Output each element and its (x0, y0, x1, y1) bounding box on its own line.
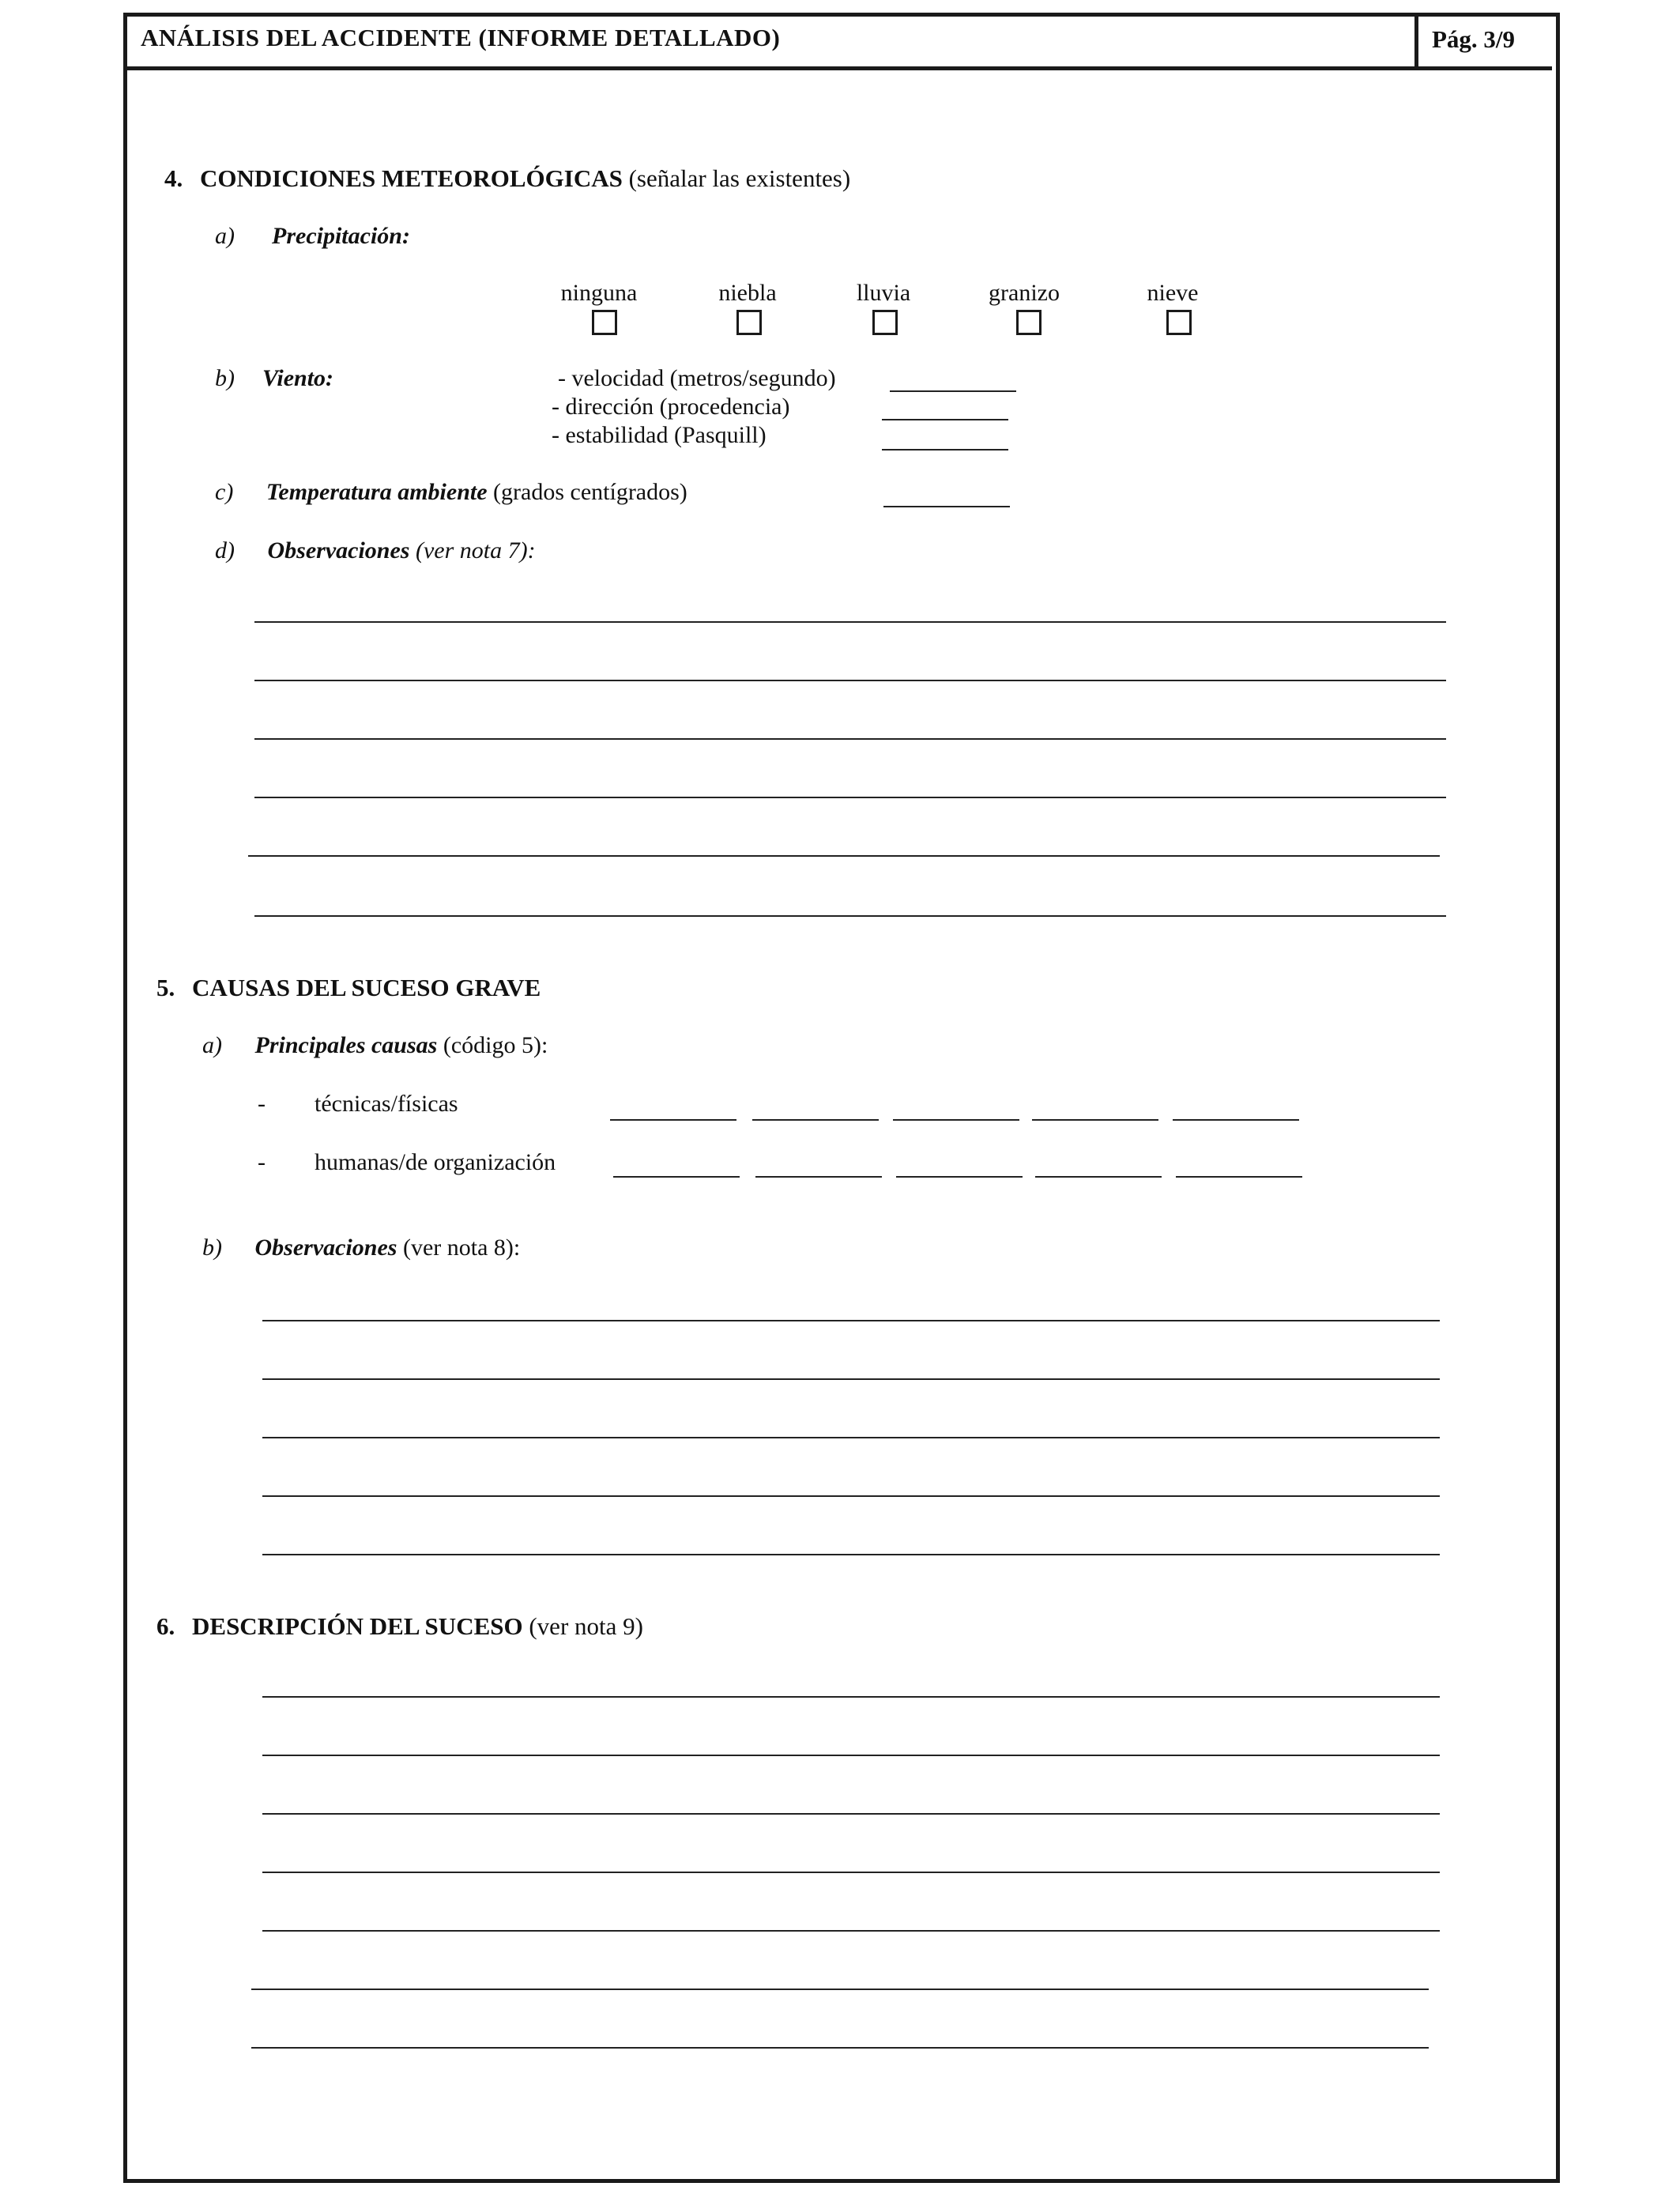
viento-direccion-field[interactable] (882, 419, 1008, 420)
observaciones-7-label: Observaciones (267, 537, 410, 564)
observaciones-7-line-6[interactable] (254, 915, 1446, 917)
temperatura-label: Temperatura ambiente (266, 479, 488, 505)
option-ninguna-label: ninguna (560, 280, 638, 306)
section-4-heading (164, 164, 850, 193)
viento-velocidad-label: - velocidad (metros/segundo) (558, 365, 836, 391)
ninguna-checkbox[interactable] (592, 310, 617, 335)
section-6-heading (156, 1612, 643, 1641)
observaciones-7-line-5[interactable] (248, 855, 1440, 857)
observaciones-8-line-1[interactable] (262, 1320, 1440, 1321)
descripcion-line-1[interactable] (262, 1696, 1440, 1698)
causa-humana-field-4[interactable] (1035, 1176, 1162, 1178)
causa-tecnica-bullet: - (258, 1091, 266, 1117)
option-nieve-label: nieve (1147, 280, 1199, 306)
viento-estabilidad-field[interactable] (882, 449, 1008, 450)
section-5b-letter: b) (202, 1235, 222, 1261)
observaciones-7-line-3[interactable] (254, 738, 1446, 740)
descripcion-line-3[interactable] (262, 1813, 1440, 1815)
descripcion-line-5[interactable] (262, 1930, 1440, 1932)
observaciones-8-line-4[interactable] (262, 1495, 1440, 1497)
descripcion-line-6[interactable] (251, 1989, 1429, 1990)
section-4a-letter: a) (215, 223, 235, 249)
causa-tecnica-field-3[interactable] (893, 1119, 1019, 1121)
section-5a-letter: a) (202, 1032, 222, 1058)
observaciones-7-line-4[interactable] (254, 797, 1446, 798)
causa-tecnica-field-1[interactable] (610, 1119, 736, 1121)
observaciones-8-note: (ver nota 8): (402, 1235, 521, 1261)
lluvia-checkbox[interactable] (872, 310, 898, 335)
section-4d-letter: d) (215, 537, 235, 564)
section-5-heading (156, 974, 541, 1002)
section-4-number: 4. (164, 164, 183, 192)
temperatura-field[interactable] (883, 506, 1010, 507)
causa-humana-field-2[interactable] (755, 1176, 882, 1178)
descripcion-line-4[interactable] (262, 1872, 1440, 1873)
viento-estabilidad-label: - estabilidad (Pasquill) (552, 422, 767, 448)
viento-velocidad-field[interactable] (890, 390, 1016, 392)
header-title: ANÁLISIS DEL ACCIDENTE (INFORME DETALLADO) (141, 24, 781, 51)
section-5-title: CAUSAS DEL SUCESO GRAVE (192, 974, 541, 1001)
causa-tecnica-field-4[interactable] (1032, 1119, 1158, 1121)
page-header (123, 13, 1552, 70)
section-4d-row (215, 537, 536, 564)
causa-tecnica-label: técnicas/físicas (315, 1091, 458, 1117)
observaciones-7-note: (ver nota 7): (415, 537, 536, 564)
viento-label: Viento: (262, 365, 334, 391)
section-4-note: (señalar las existentes) (628, 164, 851, 192)
section-6-note: (ver nota 9) (529, 1612, 643, 1640)
observaciones-7-line-2[interactable] (254, 680, 1446, 681)
section-6-title: DESCRIPCIÓN DEL SUCESO (192, 1612, 523, 1640)
causa-humana-label: humanas/de organización (315, 1149, 556, 1175)
section-4b-letter: b) (215, 365, 235, 391)
section-5-number: 5. (156, 974, 175, 1001)
precipitacion-label: Precipitación: (272, 223, 410, 249)
option-granizo-label: granizo (989, 280, 1060, 306)
causa-humana-field-3[interactable] (896, 1176, 1023, 1178)
causa-humana-field-5[interactable] (1176, 1176, 1302, 1178)
descripcion-line-2[interactable] (262, 1755, 1440, 1756)
nieve-checkbox[interactable] (1166, 310, 1192, 335)
observaciones-7-line-1[interactable] (254, 621, 1446, 623)
section-5b-row (202, 1235, 520, 1261)
causa-humana-bullet: - (258, 1149, 266, 1175)
section-5a-row (202, 1032, 548, 1059)
principales-causas-note: (código 5): (443, 1032, 548, 1058)
section-4c-letter: c) (215, 479, 234, 505)
observaciones-8-line-5[interactable] (262, 1554, 1440, 1555)
section-4-title: CONDICIONES METEOROLÓGICAS (200, 164, 623, 192)
niebla-checkbox[interactable] (736, 310, 762, 335)
temperatura-note: (grados centígrados) (493, 479, 687, 505)
section-6-number: 6. (156, 1612, 175, 1640)
causa-tecnica-field-5[interactable] (1173, 1119, 1299, 1121)
observaciones-8-label: Observaciones (254, 1235, 397, 1261)
viento-direccion-label: - dirección (procedencia) (552, 394, 790, 420)
option-lluvia-label: lluvia (856, 280, 911, 306)
principales-causas-label: Principales causas (254, 1032, 438, 1058)
observaciones-8-line-3[interactable] (262, 1437, 1440, 1438)
causa-humana-field-1[interactable] (613, 1176, 740, 1178)
section-4c-row (215, 479, 687, 506)
granizo-checkbox[interactable] (1016, 310, 1042, 335)
observaciones-8-line-2[interactable] (262, 1378, 1440, 1380)
causa-tecnica-field-2[interactable] (752, 1119, 879, 1121)
option-niebla-label: niebla (718, 280, 777, 306)
page-number: Pág. 3/9 (1432, 25, 1516, 53)
descripcion-line-7[interactable] (251, 2047, 1429, 2049)
header-divider (1414, 13, 1418, 66)
